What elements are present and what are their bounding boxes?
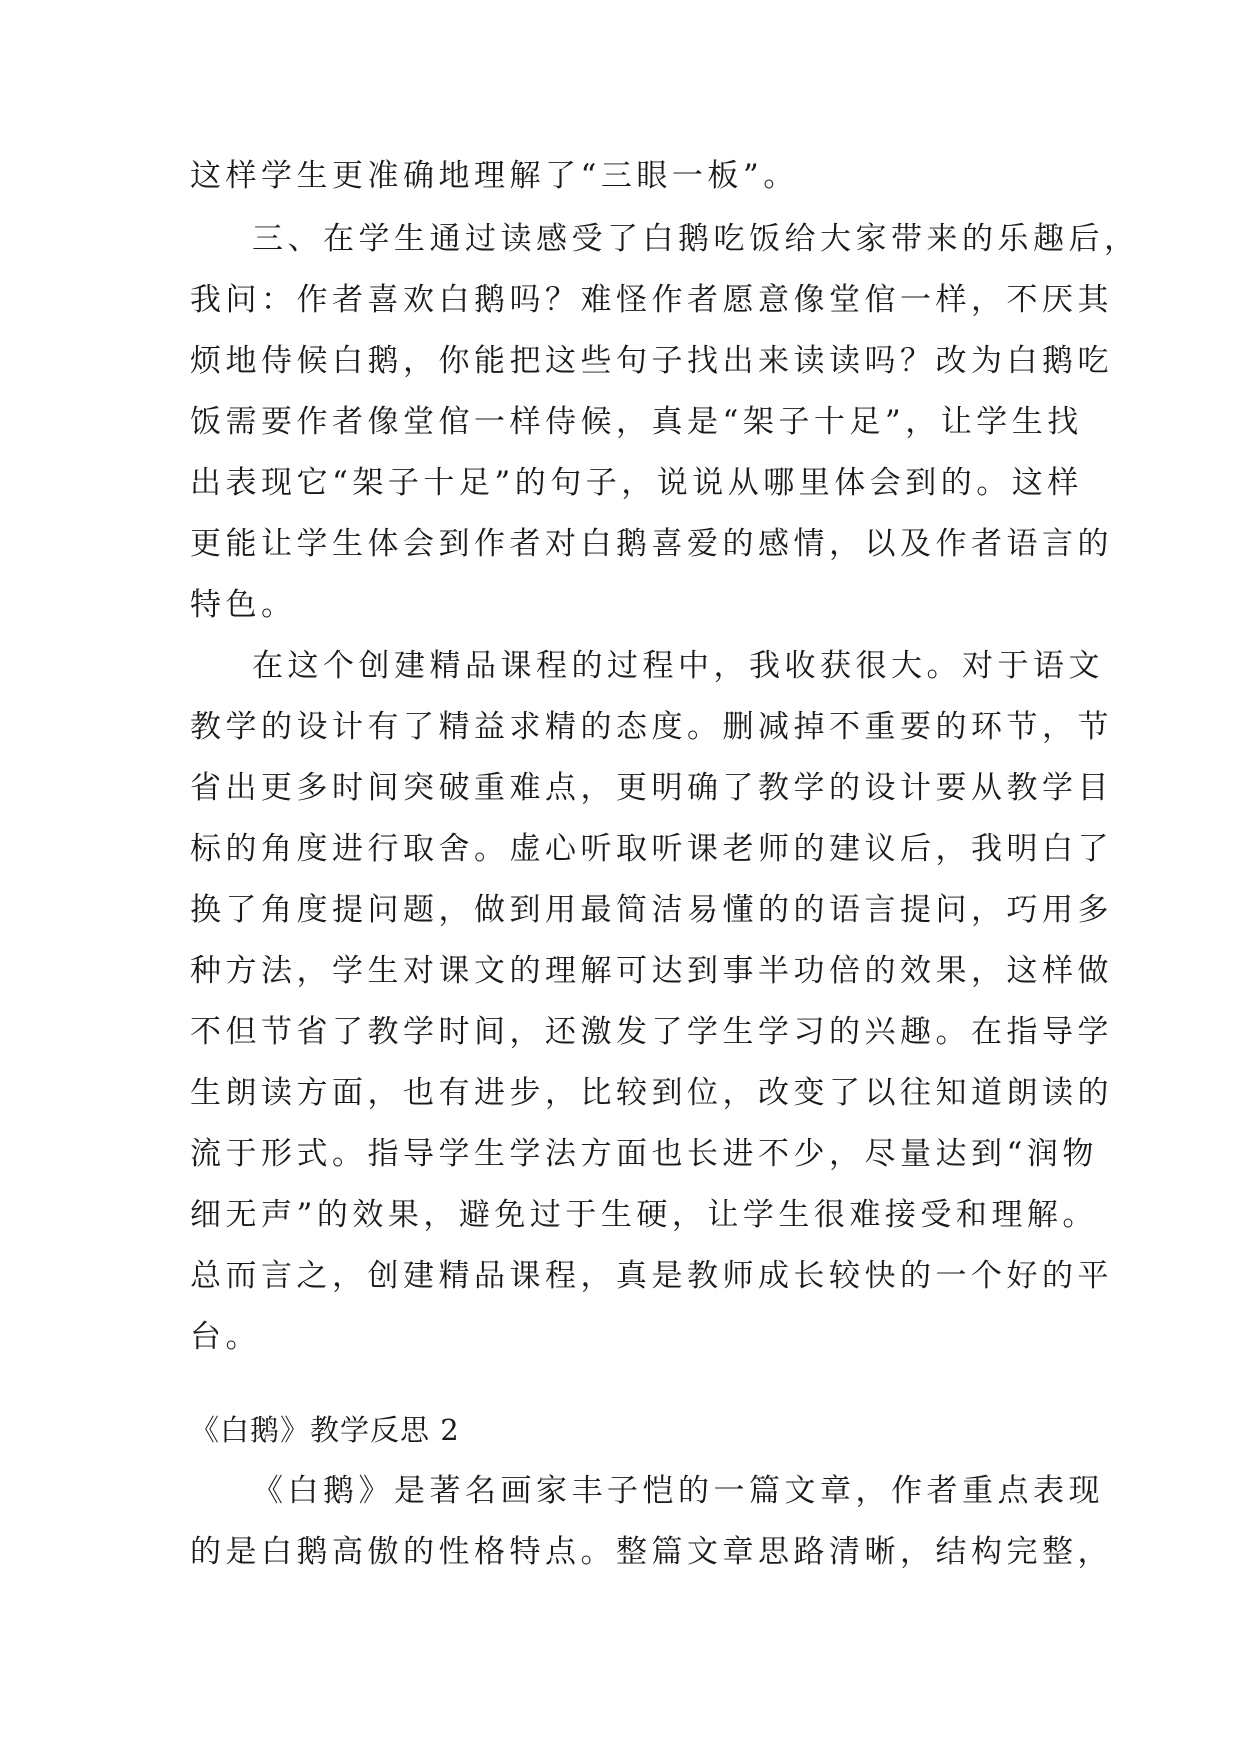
paragraph-line: 总而言之，创建精品课程，真是教师成长较快的一个好的平	[190, 1258, 1113, 1294]
paragraph-line: 饭需要作者像堂倌一样侍候，真是“架子十足”，让学生找	[190, 404, 1083, 440]
paragraph-line: 在这个创建精品课程的过程中，我收获很大。对于语文	[252, 648, 1104, 684]
paragraph-line: 出表现它“架子十足”的句子，说说从哪里体会到的。这样	[190, 465, 1083, 501]
paragraph-line: 标的角度进行取舍。虚心听取听课老师的建议后，我明白了	[190, 831, 1113, 867]
paragraph-line: 省出更多时间突破重难点，更明确了教学的设计要从教学目	[190, 770, 1113, 806]
paragraph-line: 流于形式。指导学生学法方面也长进不少，尽量达到“润物	[190, 1136, 1098, 1172]
paragraph-line: 《白鹅》是著名画家丰子恺的一篇文章，作者重点表现	[252, 1473, 1104, 1509]
paragraph-line: 我问：作者喜欢白鹅吗？难怪作者愿意像堂倌一样，不厌其	[190, 282, 1113, 318]
paragraph-line: 烦地侍候白鹅，你能把这些句子找出来读读吗？改为白鹅吃	[190, 343, 1113, 379]
paragraph-line: 这样学生更准确地理解了“三眼一板”。	[190, 158, 799, 194]
paragraph-line: 三、在学生通过读感受了白鹅吃饭给大家带来的乐趣后，	[252, 221, 1140, 257]
paragraph-line: 换了角度提问题，做到用最简洁易懂的的语言提问，巧用多	[190, 892, 1113, 928]
paragraph-line: 的是白鹅高傲的性格特点。整篇文章思路清晰，结构完整，	[190, 1534, 1113, 1570]
paragraph-line: 教学的设计有了精益求精的态度。删减掉不重要的环节，节	[190, 709, 1113, 745]
paragraph-line: 种方法，学生对课文的理解可达到事半功倍的效果，这样做	[190, 953, 1113, 989]
paragraph-line: 台。	[190, 1319, 261, 1355]
paragraph-line: 细无声”的效果，避免过于生硬，让学生很难接受和理解。	[190, 1197, 1098, 1233]
paragraph-line: 不但节省了教学时间，还激发了学生学习的兴趣。在指导学	[190, 1014, 1113, 1050]
paragraph-line: 特色。	[190, 587, 297, 623]
paragraph-line: 更能让学生体会到作者对白鹅喜爱的感情，以及作者语言的	[190, 526, 1113, 562]
section-heading: 《白鹅》教学反思 2	[190, 1413, 460, 1447]
paragraph-line: 生朗读方面，也有进步，比较到位，改变了以往知道朗读的	[190, 1075, 1113, 1111]
